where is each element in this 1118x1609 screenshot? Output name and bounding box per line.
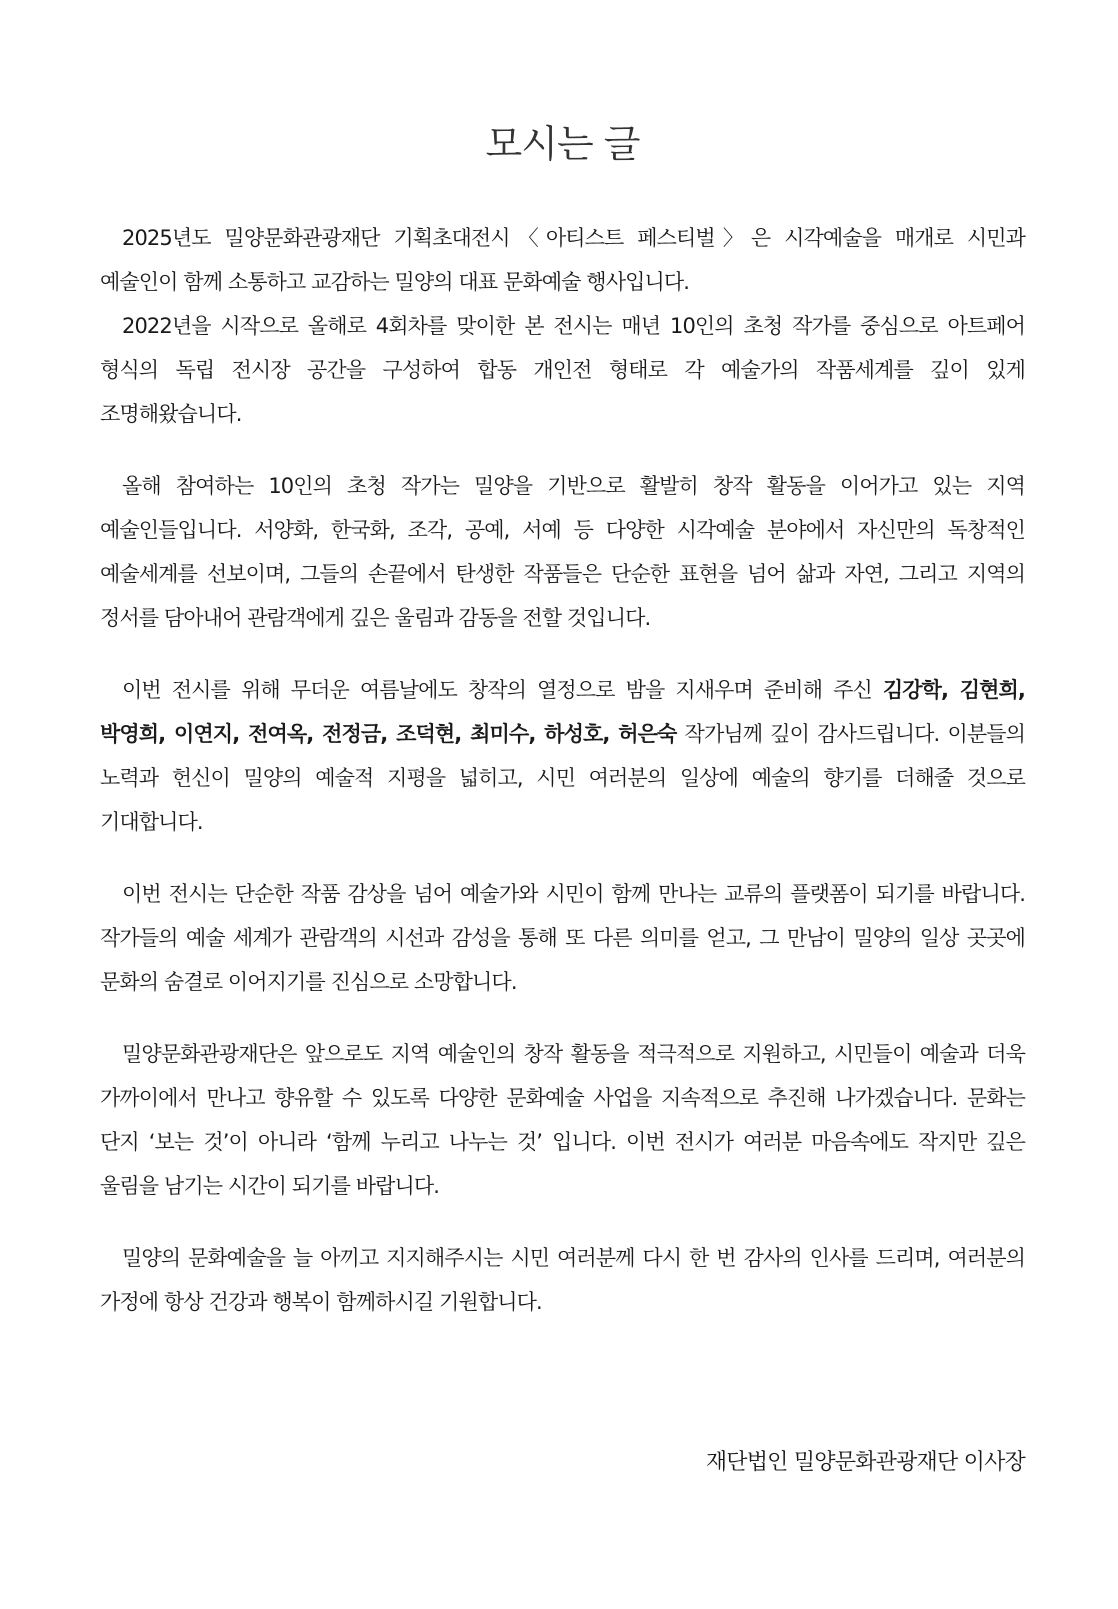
paragraph-spacer [100,640,1025,668]
paragraph-intro-1: 2025년도 밀양문화관광재단 기획초대전시〈아티스트 페스티벌〉은 시각예술을 매개로 시민과 예술인이 함께 소통하고 교감하는 밀양의 대표 문화예술 행사입니다. [100,226,1025,294]
paragraph-foundation-support: 밀양문화관광재단은 앞으로도 지역 예술인의 창작 활동을 적극적으로 지원하고, 시민들이 예술과 더욱 가까이에서 만나고 향유할 수 있도록 다양한 문화예술 사업을 지속적으로 추진해 나가겠습니다. 문화는 단지 ‘보는 것’이 아니라 ‘함께 누리고 나누는 것’ 입니다. 이번 전시가 여러분 마음속에도 작지만 깊은 울림을 남기는 시간이 되기를 바랍니다. [100,1042,1025,1198]
signature: 재단법인 밀양문화관광재단 이사장 [705,1450,1025,1475]
paragraph-artists-intro: 올해 참여하는 10인의 초청 작가는 밀양을 기반으로 활발히 창작 활동을 이어가고 있는 지역 예술인들입니다. 서양화, 한국화, 조각, 공예, 서예 등 다양한 시각예술 분야에서 자신만의 독창적인 예술세계를 선보이며, 그들의 손끝에서 탄생한 작품들은 단순한 표현을 넘어 삶과 자연, 그리고 지역의 정서를 담아내어 관람객에게 깊은 울림과 감동을 전할 것입니다. [100,474,1025,630]
paragraph-thanks [100,668,1025,844]
paragraph-platform: 이번 전시는 단순한 작품 감상을 넘어 예술가와 시민이 함께 만나는 교류의 플랫폼이 되기를 바랍니다. 작가들의 예술 세계가 관람객의 시선과 감성을 통해 또 다른 의미를 얻고, 그 만남이 밀양의 일상 곳곳에 문화의 숨결로 이어지기를 진심으로 소망합니다. [100,882,1025,994]
thanks-text-before: 이번 전시를 위해 무더운 여름날에도 창작의 열정으로 밤을 지새우며 준비해 주신 [122,678,883,702]
paragraph-spacer [100,844,1025,872]
paragraph-spacer [100,436,1025,464]
paragraph-spacer [100,1004,1025,1032]
paragraph-spacer [100,1208,1025,1236]
paragraph-closing: 밀양의 문화예술을 늘 아끼고 지지해주시는 시민 여러분께 다시 한 번 감사의 인사를 드리며, 여러분의 가정에 항상 건강과 행복이 함께하시길 기원합니다. [100,1246,1025,1314]
letter-body [100,216,1025,1324]
artist-names: 김강학, 김현희, 박영희, 이연지, 전여옥, 전정금, 조덕현, 최미수, 하성호, 허은숙 [100,678,1025,746]
thanks-text-after: 작가님께 깊이 감사드립니다. 이분들의 노력과 헌신이 밀양의 예술적 지평을 넓히고, 시민 여러분의 일상에 예술의 향기를 더해줄 것으로 기대합니다. [100,722,1025,834]
page-title: 모시는 글 [485,122,640,166]
paragraph-intro-2: 2022년을 시작으로 올해로 4회차를 맞이한 본 전시는 매년 10인의 초청 작가를 중심으로 아트페어 형식의 독립 전시장 공간을 구성하여 합동 개인전 형태로 각 예술가의 작품세계를 깊이 있게 조명해왔습니다. [100,314,1025,426]
letter-page [100,0,1025,1475]
